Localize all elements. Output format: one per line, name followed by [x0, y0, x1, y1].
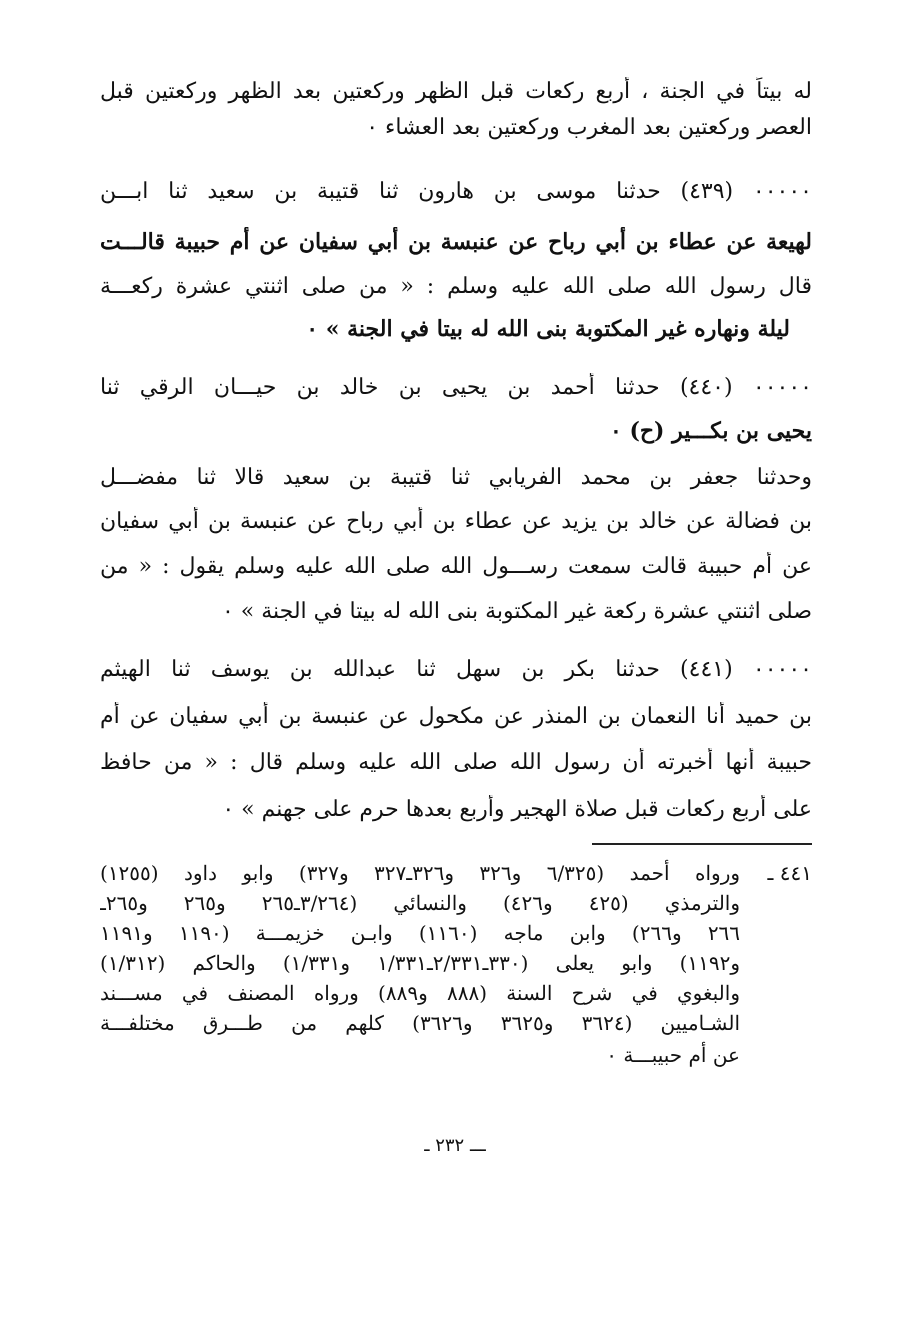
hadith-441-line-2: بن حميد أنا النعمان بن المنذر عن مكحول عن عنبسة بن أبي سفيان عن أم [100, 704, 812, 729]
footnote-line-7: عن أم حبيبـــة ٠ [606, 1043, 740, 1067]
page-number: ـــ ٢٣٢ ـ [424, 1135, 486, 1156]
hadith-440-line-3: وحدثنا جعفر بن محمد الفريابي ثنا قتيبة بن سعيد قالا ثنا مفضـــل [100, 465, 812, 490]
footnote-line-5: والبغوي في شرح السنة (٨٨٨ و٨٨٩) ورواه المصنف في مســـند [100, 981, 740, 1005]
footnote-separator [592, 843, 812, 845]
hadith-439-line-1: ٠٠٠٠٠ (٤٣٩) حدثنا موسى بن هارون ثنا قتيبة بن سعيد ثنا ابـــن [100, 179, 812, 204]
hadith-440-line-1: ٠٠٠٠٠ (٤٤٠) حدثنا أحمد بن يحيى بن خالد بن حيـــان الرقي ثنا [100, 375, 812, 400]
footnote-line-2: والترمذي (٤٢٥ و٤٢٦) والنسائي (٣/٢٦٤ـ٢٦٥ و٢٦٥ و٢٦٥ـ [100, 891, 740, 915]
hadith-439-line-4: ليلة ونهاره غير المكتوبة بنى الله له بيتا في الجنة » ٠ [306, 316, 790, 342]
hadith-439-line-2: لهيعة عن عطاء بن أبي رباح عن عنبسة بن أبي سفيان عن أم حبيبة قالـــت [100, 229, 812, 255]
hadith-441-line-3: حبيبة أنها أخبرته أن رسول الله صلى الله عليه وسلم قال : « من حافظ [100, 750, 812, 775]
body-line-2: العصر وركعتين بعد المغرب وركعتين بعد العشاء ٠ [366, 115, 812, 140]
hadith-440-line-4: بن فضالة عن خالد بن يزيد عن عطاء بن أبي رباح عن عنبسة بن أبي سفيان [100, 509, 812, 534]
footnote-line-4: و١١٩٢) وابو يعلى (٣٣٠ـ٢/٣٣١ـ١/٣٣١ و١/٣٣١) والحاكم (١/٣١٢) [100, 951, 740, 975]
hadith-440-line-5: عن أم حبيبة قالت سمعت رســـول الله صلى الله عليه وسلم يقول : « من [100, 554, 812, 579]
hadith-439-line-3: قال رسول الله صلى الله عليه وسلم : « من صلى اثنتي عشرة ركعـــة [100, 274, 812, 299]
hadith-441-line-1: ٠٠٠٠٠ (٤٤١) حدثنا بكر بن سهل ثنا عبدالله بن يوسف ثنا الهيثم [100, 657, 812, 682]
hadith-440-line-2: يحيى بن بكـــير (ح) ٠ [609, 418, 812, 444]
footnote-line-6: الشـاميين (٣٦٢٤ و٣٦٢٥ و٣٦٢٦) كلهم من طـــرق مختلفـــة [100, 1011, 740, 1035]
footnote-number: ٤٤١ ـ [767, 861, 812, 885]
hadith-440-line-6: صلى اثنتي عشرة ركعة غير المكتوبة بنى الله له بيتا في الجنة » ٠ [221, 599, 812, 624]
body-line-1: له بيتاً في الجنة ، أربع ركعات قبل الظهر وركعتين بعد الظهر وركعتين قبل [100, 79, 812, 104]
footnote-line-1: ورواه أحمد (٦/٣٢٥ و٣٢٦ و٣٢٦ـ٣٢٧ و٣٢٧) وابو داود (١٢٥٥) [100, 861, 740, 885]
footnote-line-3: ٢٦٦ و٢٦٦) وابن ماجه (١١٦٠) وابـن خزيمـــة (١١٩٠ و١١٩١ [100, 921, 740, 945]
hadith-441-line-4: على أربع ركعات قبل صلاة الهجير وأربع بعدها حرم على جهنم » ٠ [222, 797, 812, 822]
